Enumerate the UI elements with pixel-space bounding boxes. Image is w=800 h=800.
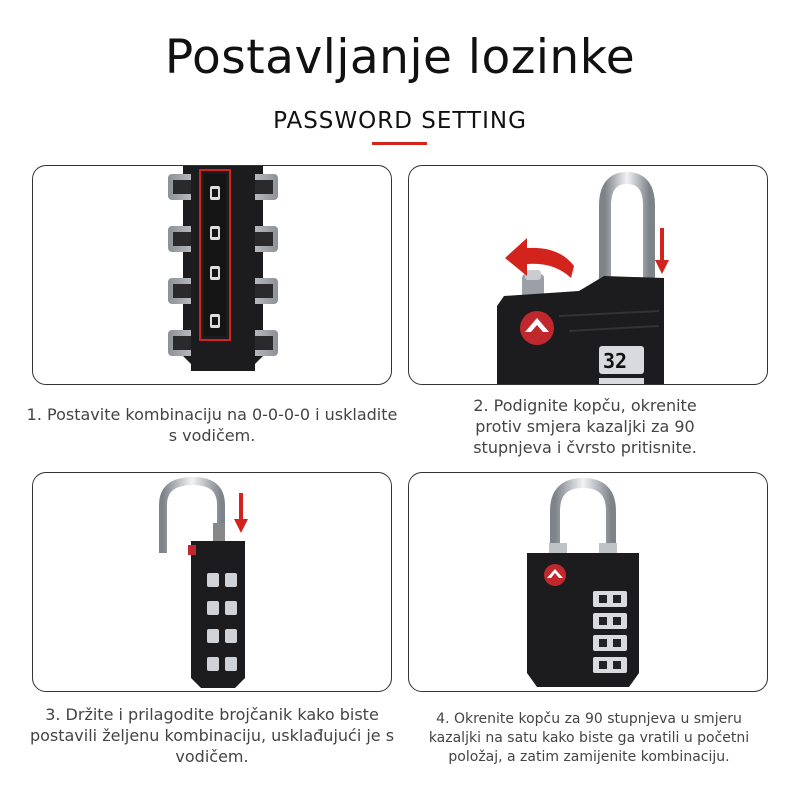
step-4-card — [408, 472, 768, 692]
down-arrow-icon — [234, 493, 248, 533]
step-1-card — [32, 165, 392, 385]
step-4-illustration — [409, 473, 767, 691]
step-2-card — [408, 165, 768, 385]
step-1-illustration — [33, 166, 391, 384]
tsa-logo-icon — [520, 311, 554, 345]
step-2-dial-digits: 32 — [603, 349, 628, 373]
step-3-caption: 3. Držite i prilagodite brojčanik kako biste postavili željenu kombinaciju, usklađujući je s vodičem. — [29, 705, 395, 766]
step-2-caption: 2. Podignite kopču, okrenite protiv smjera kazaljki za 90 stupnjeva i čvrsto pritisnite. — [473, 396, 697, 457]
tsa-logo-icon — [544, 564, 566, 586]
step-3-card — [32, 472, 392, 692]
step-4-caption: 4. Okrenite kopču za 90 stupnjeva u smjeru kazaljki na satu kako biste ga vratili u početni položaj, a zatim zamijenite kombinaciju. — [428, 711, 750, 765]
page-title: Postavljanje lozinke — [164, 30, 636, 85]
title-accent-bar — [372, 142, 427, 145]
step-1-caption: 1. Postavite kombinaciju na 0-0-0-0 i uskladite s vodičem. — [26, 405, 398, 445]
step-2-illustration — [409, 166, 767, 384]
step-3-illustration — [33, 473, 391, 691]
page-subtitle: PASSWORD SETTING — [273, 108, 527, 134]
down-arrow-icon — [655, 228, 669, 274]
